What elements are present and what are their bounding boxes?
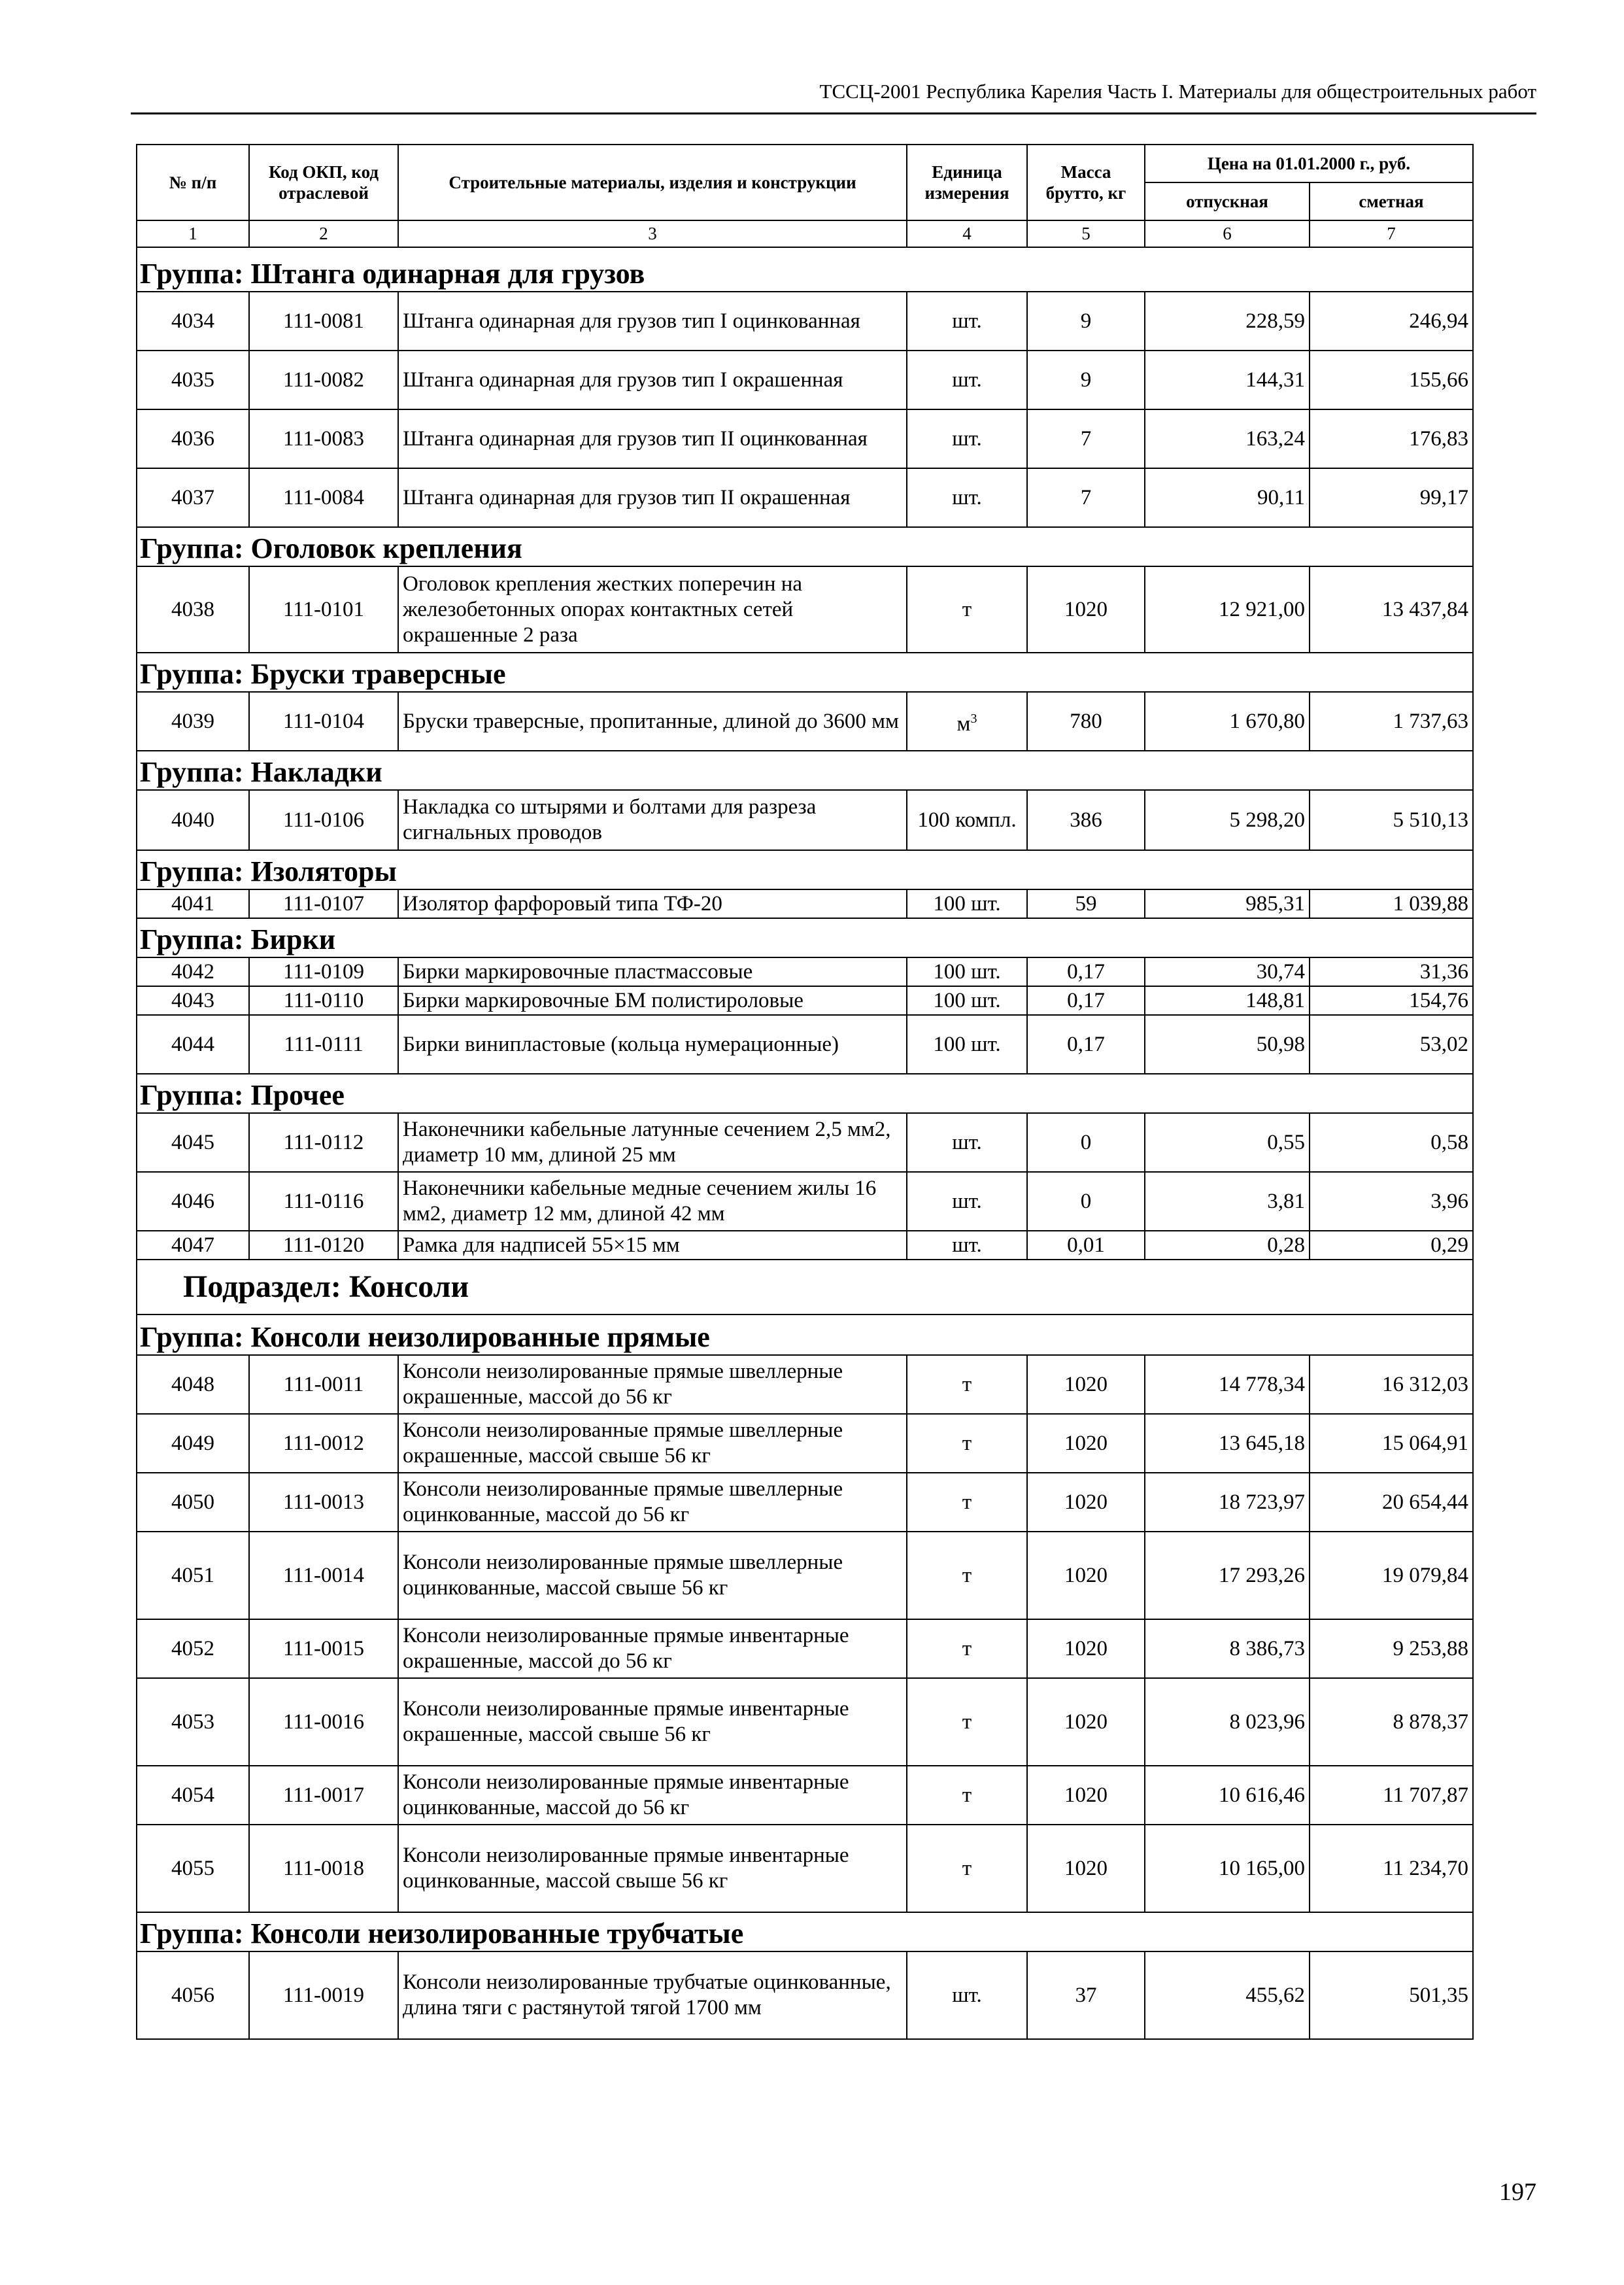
group-row: [137, 1074, 1473, 1113]
group-title: Группа: Изоляторы: [137, 850, 1473, 889]
cell-name: Консоли неизолированные прямые швеллерные окрашенные, массой до 56 кг: [398, 1355, 907, 1414]
cell-unit: шт.: [907, 1172, 1027, 1231]
cell-name: Консоли неизолированные прямые инвентарные оцинкованные, массой свыше 56 кг: [398, 1825, 907, 1912]
cell-num: 4051: [137, 1532, 249, 1619]
cell-mass: 1020: [1027, 1678, 1145, 1766]
cell-num: 4046: [137, 1172, 249, 1231]
group-row: [137, 247, 1473, 292]
group-row: [137, 850, 1473, 889]
table-row: [137, 409, 1473, 468]
table-row: [137, 1015, 1473, 1074]
cell-unit: т: [907, 1355, 1027, 1414]
table-row: [137, 1619, 1473, 1678]
cell-unit: т: [907, 1825, 1027, 1912]
cell-name: Бирки маркировочные пластмассовые: [398, 957, 907, 986]
cell-okp-code: 111-0084: [249, 468, 398, 527]
table-row: [137, 1766, 1473, 1825]
cell-estimate-price: 9 253,88: [1310, 1619, 1473, 1678]
cell-name: Штанга одинарная для грузов тип I оцинкованная: [398, 292, 907, 351]
cell-unit: т: [907, 1532, 1027, 1619]
cell-num: 4055: [137, 1825, 249, 1912]
table-row: [137, 292, 1473, 351]
cell-unit: т: [907, 1473, 1027, 1532]
cell-name: Штанга одинарная для грузов тип I окрашенная: [398, 351, 907, 409]
cell-okp-code: 111-0017: [249, 1766, 398, 1825]
col-header-name: Строительные материалы, изделия и конструкции: [398, 145, 907, 220]
cell-unit: 100 шт.: [907, 957, 1027, 986]
group-row: [137, 1314, 1473, 1355]
cell-release-price: 144,31: [1145, 351, 1310, 409]
unit-superscript: 3: [970, 711, 977, 726]
materials-table: [136, 144, 1474, 2040]
cell-unit: шт.: [907, 292, 1027, 351]
col-header-release: отпускная: [1145, 182, 1310, 220]
cell-mass: 0,17: [1027, 1015, 1145, 1074]
cell-release-price: 18 723,97: [1145, 1473, 1310, 1532]
cell-okp-code: 111-0081: [249, 292, 398, 351]
subsection-title: Подраздел: Консоли: [137, 1260, 1473, 1314]
cell-name: Наконечники кабельные латунные сечением 2,5 мм2, диаметр 10 мм, длиной 25 мм: [398, 1113, 907, 1172]
cell-release-price: 30,74: [1145, 957, 1310, 986]
page-number: 197: [1499, 2178, 1536, 2206]
cell-num: 4039: [137, 692, 249, 751]
cell-unit: т: [907, 1414, 1027, 1473]
group-row: [137, 918, 1473, 957]
cell-estimate-price: 246,94: [1310, 292, 1473, 351]
table-row: [137, 1231, 1473, 1260]
cell-okp-code: 111-0015: [249, 1619, 398, 1678]
cell-num: 4042: [137, 957, 249, 986]
cell-estimate-price: 19 079,84: [1310, 1532, 1473, 1619]
cell-name: Консоли неизолированные прямые швеллерные окрашенные, массой свыше 56 кг: [398, 1414, 907, 1473]
cell-mass: 7: [1027, 468, 1145, 527]
cell-release-price: 10 616,46: [1145, 1766, 1310, 1825]
cell-release-price: 148,81: [1145, 986, 1310, 1015]
table-row: [137, 1355, 1473, 1414]
cell-num: 4053: [137, 1678, 249, 1766]
cell-mass: 1020: [1027, 1532, 1145, 1619]
cell-unit: [907, 692, 1027, 751]
cell-release-price: 10 165,00: [1145, 1825, 1310, 1912]
col-number: 3: [398, 220, 907, 247]
subsection-row: [137, 1260, 1473, 1314]
cell-estimate-price: 0,29: [1310, 1231, 1473, 1260]
table-row: [137, 468, 1473, 527]
cell-release-price: 8 386,73: [1145, 1619, 1310, 1678]
cell-name: Рамка для надписей 55×15 мм: [398, 1231, 907, 1260]
col-header-price: Цена на 01.01.2000 г., руб.: [1145, 145, 1473, 182]
cell-name: Консоли неизолированные прямые швеллерные оцинкованные, массой свыше 56 кг: [398, 1532, 907, 1619]
cell-name: Наконечники кабельные медные сечением жилы 16 мм2, диаметр 12 мм, длиной 42 мм: [398, 1172, 907, 1231]
table-row: [137, 1951, 1473, 2039]
col-number: 1: [137, 220, 249, 247]
cell-name: Накладка со штырями и болтами для разреза сигнальных проводов: [398, 790, 907, 850]
cell-release-price: 14 778,34: [1145, 1355, 1310, 1414]
cell-release-price: 8 023,96: [1145, 1678, 1310, 1766]
cell-okp-code: 111-0012: [249, 1414, 398, 1473]
cell-num: 4045: [137, 1113, 249, 1172]
cell-num: 4043: [137, 986, 249, 1015]
cell-estimate-price: 1 039,88: [1310, 889, 1473, 918]
cell-unit: 100 шт.: [907, 986, 1027, 1015]
cell-mass: 0,17: [1027, 957, 1145, 986]
cell-name: Штанга одинарная для грузов тип II оцинкованная: [398, 409, 907, 468]
cell-estimate-price: 1 737,63: [1310, 692, 1473, 751]
cell-name: Бруски траверсные, пропитанные, длиной до 3600 мм: [398, 692, 907, 751]
cell-mass: 7: [1027, 409, 1145, 468]
group-title: Группа: Консоли неизолированные прямые: [137, 1314, 1473, 1355]
cell-release-price: 228,59: [1145, 292, 1310, 351]
cell-mass: 1020: [1027, 1619, 1145, 1678]
cell-name: Бирки винипластовые (кольца нумерационные): [398, 1015, 907, 1074]
cell-estimate-price: 0,58: [1310, 1113, 1473, 1172]
cell-num: 4056: [137, 1951, 249, 2039]
cell-release-price: 1 670,80: [1145, 692, 1310, 751]
cell-unit: шт.: [907, 409, 1027, 468]
table-body: [137, 247, 1473, 2039]
cell-num: 4037: [137, 468, 249, 527]
table-row: [137, 1414, 1473, 1473]
cell-name: Консоли неизолированные прямые швеллерные оцинкованные, массой до 56 кг: [398, 1473, 907, 1532]
table-row: [137, 790, 1473, 850]
cell-release-price: 90,11: [1145, 468, 1310, 527]
table-row: [137, 1113, 1473, 1172]
cell-name: Консоли неизолированные прямые инвентарные оцинкованные, массой до 56 кг: [398, 1766, 907, 1825]
cell-okp-code: 111-0018: [249, 1825, 398, 1912]
table-row: [137, 1473, 1473, 1532]
cell-release-price: 0,55: [1145, 1113, 1310, 1172]
cell-release-price: 163,24: [1145, 409, 1310, 468]
cell-unit: 100 шт.: [907, 889, 1027, 918]
col-header-num: № п/п: [137, 145, 249, 220]
cell-estimate-price: 154,76: [1310, 986, 1473, 1015]
cell-unit: шт.: [907, 1231, 1027, 1260]
cell-estimate-price: 15 064,91: [1310, 1414, 1473, 1473]
header-rule: [131, 112, 1536, 114]
table-row: [137, 1825, 1473, 1912]
cell-okp-code: 111-0120: [249, 1231, 398, 1260]
group-title: Группа: Накладки: [137, 751, 1473, 790]
group-title: Группа: Оголовок крепления: [137, 527, 1473, 566]
cell-mass: 780: [1027, 692, 1145, 751]
cell-release-price: 455,62: [1145, 1951, 1310, 2039]
group-row: [137, 1912, 1473, 1951]
cell-num: 4054: [137, 1766, 249, 1825]
cell-unit: 100 компл.: [907, 790, 1027, 850]
col-number: 4: [907, 220, 1027, 247]
cell-okp-code: 111-0110: [249, 986, 398, 1015]
cell-okp-code: 111-0104: [249, 692, 398, 751]
cell-mass: 0,17: [1027, 986, 1145, 1015]
cell-num: 4050: [137, 1473, 249, 1532]
cell-okp-code: 111-0116: [249, 1172, 398, 1231]
cell-num: 4036: [137, 409, 249, 468]
cell-num: 4040: [137, 790, 249, 850]
cell-release-price: 5 298,20: [1145, 790, 1310, 850]
cell-name: Консоли неизолированные прямые инвентарные окрашенные, массой до 56 кг: [398, 1619, 907, 1678]
cell-okp-code: 111-0082: [249, 351, 398, 409]
cell-unit: т: [907, 1766, 1027, 1825]
cell-mass: 386: [1027, 790, 1145, 850]
cell-unit: 100 шт.: [907, 1015, 1027, 1074]
group-row: [137, 527, 1473, 566]
cell-mass: 0: [1027, 1113, 1145, 1172]
cell-mass: 9: [1027, 351, 1145, 409]
cell-mass: 1020: [1027, 1766, 1145, 1825]
col-header-estimate: сметная: [1310, 182, 1473, 220]
cell-num: 4041: [137, 889, 249, 918]
cell-okp-code: 111-0019: [249, 1951, 398, 2039]
cell-name: Консоли неизолированные прямые инвентарные окрашенные, массой свыше 56 кг: [398, 1678, 907, 1766]
cell-okp-code: 111-0107: [249, 889, 398, 918]
running-header: ТССЦ-2001 Республика Карелия Часть I. Материалы для общестроительных работ: [819, 80, 1536, 103]
cell-okp-code: 111-0016: [249, 1678, 398, 1766]
cell-estimate-price: 11 707,87: [1310, 1766, 1473, 1825]
col-number: 5: [1027, 220, 1145, 247]
table-row: [137, 889, 1473, 918]
cell-mass: 9: [1027, 292, 1145, 351]
group-title: Группа: Штанга одинарная для грузов: [137, 247, 1473, 292]
cell-estimate-price: 8 878,37: [1310, 1678, 1473, 1766]
cell-mass: 0,01: [1027, 1231, 1145, 1260]
table-row: [137, 986, 1473, 1015]
table-row: [137, 351, 1473, 409]
table-row: [137, 957, 1473, 986]
group-title: Группа: Консоли неизолированные трубчатые: [137, 1912, 1473, 1951]
cell-estimate-price: 155,66: [1310, 351, 1473, 409]
table-row: [137, 1172, 1473, 1231]
unit-text: м: [956, 712, 971, 736]
cell-okp-code: 111-0111: [249, 1015, 398, 1074]
cell-unit: шт.: [907, 351, 1027, 409]
cell-estimate-price: 11 234,70: [1310, 1825, 1473, 1912]
cell-estimate-price: 176,83: [1310, 409, 1473, 468]
cell-mass: 1020: [1027, 1355, 1145, 1414]
cell-num: 4047: [137, 1231, 249, 1260]
cell-mass: 1020: [1027, 1414, 1145, 1473]
cell-mass: 1020: [1027, 1825, 1145, 1912]
cell-num: 4038: [137, 566, 249, 653]
table-row: [137, 1532, 1473, 1619]
table-row: [137, 692, 1473, 751]
col-number: 2: [249, 220, 398, 247]
cell-mass: 1020: [1027, 566, 1145, 653]
cell-release-price: 50,98: [1145, 1015, 1310, 1074]
cell-name: Консоли неизолированные трубчатые оцинкованные, длина тяги с растянутой тягой 1700 мм: [398, 1951, 907, 2039]
cell-estimate-price: 20 654,44: [1310, 1473, 1473, 1532]
col-number: 7: [1310, 220, 1473, 247]
cell-num: 4052: [137, 1619, 249, 1678]
cell-release-price: 12 921,00: [1145, 566, 1310, 653]
cell-unit: т: [907, 566, 1027, 653]
cell-okp-code: 111-0109: [249, 957, 398, 986]
cell-release-price: 3,81: [1145, 1172, 1310, 1231]
cell-unit: шт.: [907, 1951, 1027, 2039]
cell-okp-code: 111-0106: [249, 790, 398, 850]
cell-estimate-price: 13 437,84: [1310, 566, 1473, 653]
cell-estimate-price: 3,96: [1310, 1172, 1473, 1231]
cell-unit: шт.: [907, 468, 1027, 527]
cell-okp-code: 111-0101: [249, 566, 398, 653]
group-title: Группа: Бирки: [137, 918, 1473, 957]
col-number: 6: [1145, 220, 1310, 247]
group-title: Группа: Бруски траверсные: [137, 653, 1473, 692]
cell-num: 4044: [137, 1015, 249, 1074]
cell-unit: т: [907, 1619, 1027, 1678]
table-row: [137, 566, 1473, 653]
group-row: [137, 653, 1473, 692]
cell-estimate-price: 31,36: [1310, 957, 1473, 986]
cell-mass: 1020: [1027, 1473, 1145, 1532]
cell-estimate-price: 16 312,03: [1310, 1355, 1473, 1414]
cell-estimate-price: 99,17: [1310, 468, 1473, 527]
cell-okp-code: 111-0112: [249, 1113, 398, 1172]
cell-mass: 59: [1027, 889, 1145, 918]
cell-okp-code: 111-0011: [249, 1355, 398, 1414]
cell-estimate-price: 501,35: [1310, 1951, 1473, 2039]
cell-okp-code: 111-0014: [249, 1532, 398, 1619]
cell-okp-code: 111-0083: [249, 409, 398, 468]
col-header-mass: Масса брутто, кг: [1027, 145, 1145, 220]
cell-num: 4049: [137, 1414, 249, 1473]
col-header-okp: Код ОКП, код отраслевой: [249, 145, 398, 220]
cell-num: 4048: [137, 1355, 249, 1414]
col-header-unit: Единица измерения: [907, 145, 1027, 220]
cell-mass: 0: [1027, 1172, 1145, 1231]
cell-mass: 37: [1027, 1951, 1145, 2039]
cell-okp-code: 111-0013: [249, 1473, 398, 1532]
cell-name: Бирки маркировочные БМ полистироловые: [398, 986, 907, 1015]
cell-num: 4035: [137, 351, 249, 409]
cell-release-price: 17 293,26: [1145, 1532, 1310, 1619]
cell-num: 4034: [137, 292, 249, 351]
cell-name: Изолятор фарфоровый типа ТФ-20: [398, 889, 907, 918]
cell-release-price: 0,28: [1145, 1231, 1310, 1260]
cell-release-price: 13 645,18: [1145, 1414, 1310, 1473]
table-row: [137, 1678, 1473, 1766]
cell-name: Штанга одинарная для грузов тип II окрашенная: [398, 468, 907, 527]
cell-estimate-price: 53,02: [1310, 1015, 1473, 1074]
cell-unit: т: [907, 1678, 1027, 1766]
group-title: Группа: Прочее: [137, 1074, 1473, 1113]
cell-name: Оголовок крепления жестких поперечин на железобетонных опорах контактных сетей окрашенные 2 раза: [398, 566, 907, 653]
cell-unit: шт.: [907, 1113, 1027, 1172]
group-row: [137, 751, 1473, 790]
cell-release-price: 985,31: [1145, 889, 1310, 918]
cell-estimate-price: 5 510,13: [1310, 790, 1473, 850]
